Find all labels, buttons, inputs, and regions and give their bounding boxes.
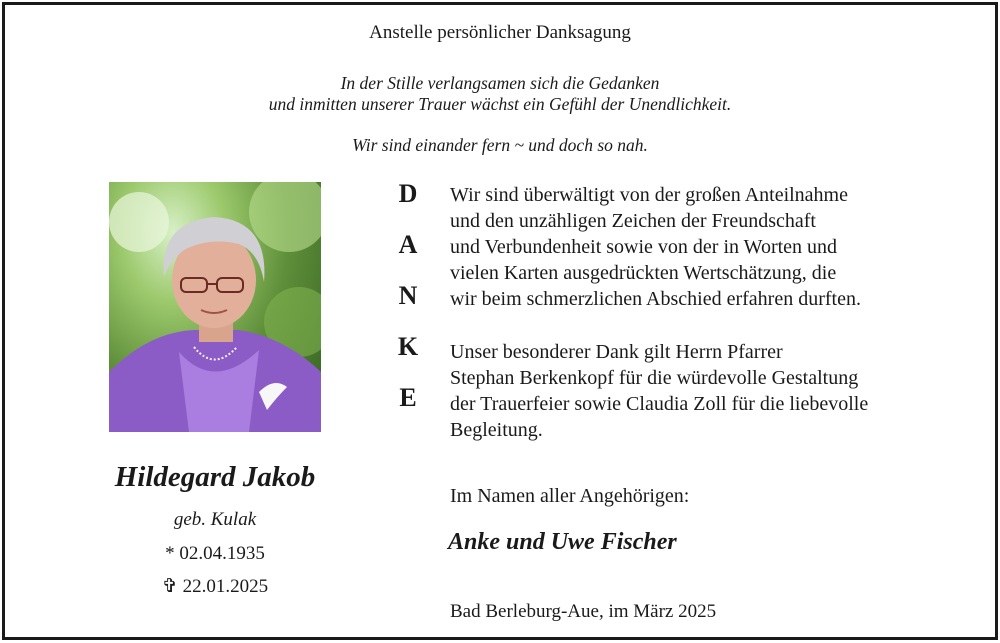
poem-line: Wir sind einander fern ~ und doch so nah.	[352, 135, 648, 155]
portrait-illustration	[109, 182, 321, 432]
poem-line: In der Stille verlangsamen sich die Gedanken	[340, 73, 660, 93]
danke-letter: A	[398, 230, 418, 259]
paragraph-line: wir beim schmerzlichen Abschied erfahren durften.	[450, 288, 861, 310]
danke-letter: N	[398, 281, 418, 310]
paragraph-line: Wir sind überwältigt von der großen Anteilnahme	[450, 184, 848, 206]
paragraph-line: vielen Karten ausgedrückten Wertschätzung, die	[450, 262, 837, 284]
danke-letter: K	[397, 332, 419, 361]
maiden-name: geb. Kulak	[173, 509, 257, 530]
thanks-paragraph	[450, 182, 861, 312]
death-date-line	[65, 575, 365, 598]
death-date: 22.01.2025	[182, 576, 269, 597]
paragraph-line: Unser besonderer Dank gilt Herrn Pfarrer	[450, 341, 783, 363]
card-title: Anstelle persönlicher Danksagung	[369, 22, 631, 43]
poem-line: und inmitten unserer Trauer wächst ein Gefühl der Unendlichkeit.	[268, 94, 732, 114]
special-thanks-paragraph	[450, 339, 868, 443]
danke-letter: D	[398, 179, 418, 208]
paragraph-line: Stephan Berkenkopf für die würdevolle Gestaltung	[450, 367, 859, 389]
danke-letter: E	[399, 383, 417, 412]
paragraph-line: und Verbundenheit sowie von der in Worten und	[450, 236, 838, 258]
birth-date: * 02.04.1935	[165, 543, 265, 564]
obituary-card	[2, 2, 998, 640]
deceased-name: Hildegard Jakob	[114, 461, 316, 493]
cross-icon: ✞	[161, 576, 178, 597]
paragraph-line: und den unzähligen Zeichen der Freundschaft	[450, 210, 816, 232]
family-signature: Anke und Uwe Fischer	[448, 529, 677, 555]
paragraph-line: Begleitung.	[450, 419, 543, 441]
poem	[5, 73, 995, 156]
portrait-photo	[109, 182, 321, 432]
signoff-intro: Im Namen aller Angehörigen:	[450, 485, 690, 507]
danke-vertical	[393, 179, 423, 434]
paragraph-line: der Trauerfeier sowie Claudia Zoll für die liebevolle	[450, 393, 869, 415]
place-and-date: Bad Berleburg-Aue, im März 2025	[450, 601, 717, 622]
